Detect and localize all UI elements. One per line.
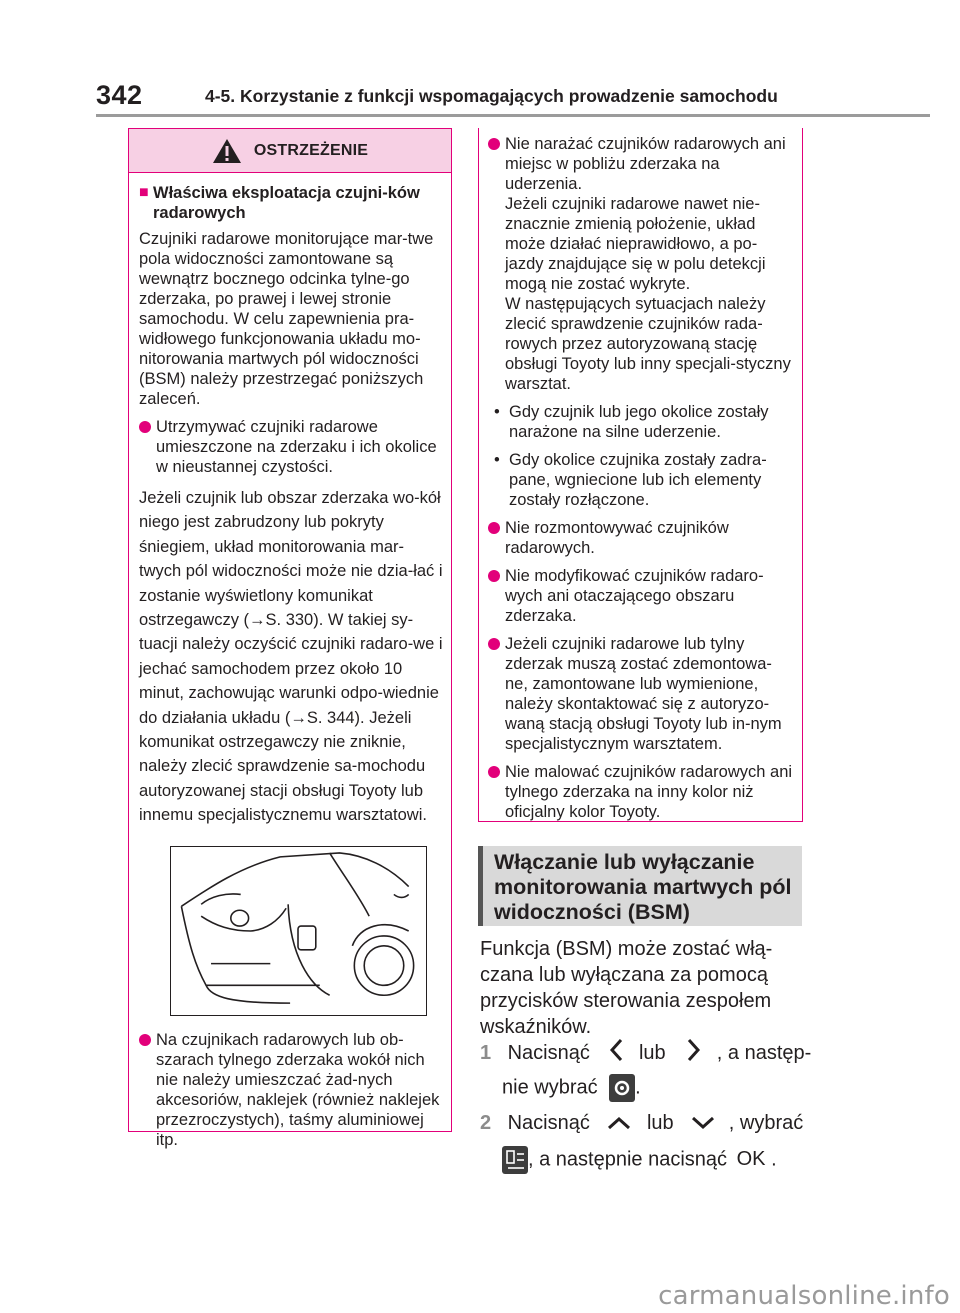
- bullet-item: [139, 417, 443, 477]
- watermark: carmanualsonline.info: [658, 1281, 950, 1311]
- step-2: [480, 1110, 803, 1137]
- warning-title: OSTRZEŻENIE: [253, 141, 369, 159]
- bullet-dot-icon: [488, 766, 500, 778]
- bullet-text: Na czujnikach radarowych lub ob-szarach tylnego zderzaka wokół nich nie należy umieszczać żad-nych akcesoriów, naklejek (również naklejek przezroczystych), taśmy aluminiowej itp.: [156, 1030, 440, 1149]
- bullet-item: [488, 566, 794, 626]
- section-intro: Funkcja (BSM) może zostać włą-czana lub wyłączana za pomocą przycisków sterowania zespołem wskaźników.: [480, 938, 773, 1038]
- bullet-dot-icon: [139, 421, 151, 433]
- step-text: , a następnie nacisnąć: [528, 1148, 728, 1171]
- bullet-text: Jeżeli czujniki radarowe nawet nie-znacznie zmienią położenie, układ może działać nieprawidłowo, a po-jazdy znajdujące się w polu detekcji mogą nie zostać wykryte.: [505, 195, 766, 293]
- bullet-item: [488, 634, 794, 754]
- step-text: , a następ-: [716, 1041, 812, 1064]
- step-text: , wybrać: [728, 1112, 804, 1134]
- gear-settings-icon: [609, 1074, 635, 1102]
- step-number: 1: [480, 1041, 492, 1064]
- bullet-text: Nie malować czujników radarowych ani tylnego zderzaka na inny kolor niż oficjalny kolor Toyoty.: [505, 763, 793, 821]
- dash-bullet: •: [494, 403, 500, 421]
- step-1-continued: [502, 1074, 641, 1102]
- dash-bullet: •: [494, 451, 500, 469]
- bullet-text: Nie narażać czujników radarowych ani miejsc w pobliżu zderzaka na uderzenia.: [505, 135, 786, 193]
- warning-heading-text: Właściwa eksploatacja czujni-ków radarowych: [153, 184, 420, 222]
- chevron-right-icon: [687, 1038, 701, 1069]
- step-text: .: [635, 1076, 641, 1099]
- dash-text: Gdy okolice czujnika zostały zadra-pane, wgniecione lub ich elementy zostały rozłączone.: [509, 451, 767, 509]
- warning-heading: [139, 183, 443, 223]
- warning-triangle-icon: [212, 138, 242, 164]
- step-text: .: [771, 1148, 777, 1171]
- step-text: nie wybrać: [502, 1076, 598, 1099]
- dash-item: [488, 450, 794, 510]
- bullet-text: Nie modyfikować czujników radaro-wych ani otaczającego obszaru zderzaka.: [505, 567, 764, 625]
- page-number: 342: [96, 80, 143, 110]
- step-text: Nacisnąć: [507, 1041, 590, 1064]
- step-text: Nacisnąć: [507, 1112, 590, 1134]
- bullet-item: [139, 1030, 443, 1150]
- chevron-up-icon: [607, 1111, 631, 1137]
- bullet-dot-icon: [488, 570, 500, 582]
- section-title: Włączanie lub wyłączanie monitorowania martwych pól widoczności (BSM): [494, 850, 792, 924]
- bullet-dot-icon: [488, 522, 500, 534]
- warning-box-left: [128, 128, 452, 1149]
- ok-button-label: OK: [736, 1148, 766, 1171]
- dash-text: Gdy czujnik lub jego okolice zostały narażone na silne uderzenie.: [509, 403, 769, 441]
- step-text: lub: [638, 1041, 666, 1064]
- warning-header: [129, 129, 451, 173]
- step-text: lub: [646, 1112, 674, 1134]
- step-2-continued: [502, 1146, 777, 1174]
- bullet-item: [488, 518, 794, 558]
- warning-paragraph: Jeżeli czujnik lub obszar zderzaka wo-kół niego jest zabrudzony lub pokryty śniegiem, układ monitorowania mar-twych pól widoczności może nie dzia-łać i zostanie wyświetlony komunikat ostrzegawczy (→S. 330). W takiej sy-tuacji należy oczyścić czujniki radaro-we i jechać samochodem przez około 10 minut, zachowując warunki odpo-wiednie do działania układu (→S. 344). Jeżeli komunikat ostrzegawczy nie zniknie, należy zlecić sprawdzenie sa-mochodu autoryzowanej stacji obsługi Toyoty lub innemu specjalistycznemu warsztatowi.: [139, 489, 443, 825]
- section-accent-bar: [478, 846, 483, 926]
- chapter-title: 4-5. Korzystanie z funkcji wspomagających prowadzenie samochodu: [205, 86, 778, 106]
- bullet-item: [488, 762, 794, 822]
- header-divider: [96, 114, 930, 117]
- step-number: 2: [480, 1112, 492, 1134]
- bullet-dot-icon: [488, 638, 500, 650]
- warning-intro: Czujniki radarowe monitorujące mar-twe pola widoczności zamontowane są wewnątrz bocznego odcinka tylne-go zderzaka, po prawej i lewej stronie samochodu. W celu zapewnienia pra-widłowego funkcjonowania układu mo-nitorowania martwych pól widoczności (BSM) należy przestrzegać poniższych zaleceń.: [139, 230, 434, 408]
- bullet-text: Nie rozmontowywać czujników radarowych.: [505, 519, 729, 557]
- chevron-down-icon: [691, 1111, 715, 1137]
- chevron-left-icon: [609, 1038, 623, 1069]
- bullet-dot-icon: [488, 138, 500, 150]
- bullet-text: Jeżeli czujniki radarowe lub tylny zderzak muszą zostać zdemontowa-ne, zamontowane lub wymienione, należy skontaktować się z autoryzo-waną stacją obsługi Toyoty lub in-nym specjalistycznym warsztatem.: [505, 635, 782, 753]
- bullet-dot-icon: [139, 1034, 151, 1046]
- rear-bumper-illustration: [170, 846, 427, 1016]
- bullet-item: [488, 134, 794, 394]
- step-1: [480, 1038, 811, 1069]
- section-heading-box: [478, 846, 802, 926]
- dash-item: [488, 402, 794, 442]
- bullet-text: W następujących sytuacjach należy zlecić sprawdzenie czujników rada-rowych przez autoryzowaną stację obsługi Toyoty lub inny specjali-styczny warsztat.: [505, 295, 791, 393]
- warning-box-right: [478, 128, 803, 822]
- vehicle-settings-icon: [502, 1146, 528, 1174]
- bullet-text: Utrzymywać czujniki radarowe umieszczone na zderzaku i ich okolice w nieustannej czystości.: [156, 418, 437, 476]
- square-bullet-icon: ■: [139, 184, 149, 201]
